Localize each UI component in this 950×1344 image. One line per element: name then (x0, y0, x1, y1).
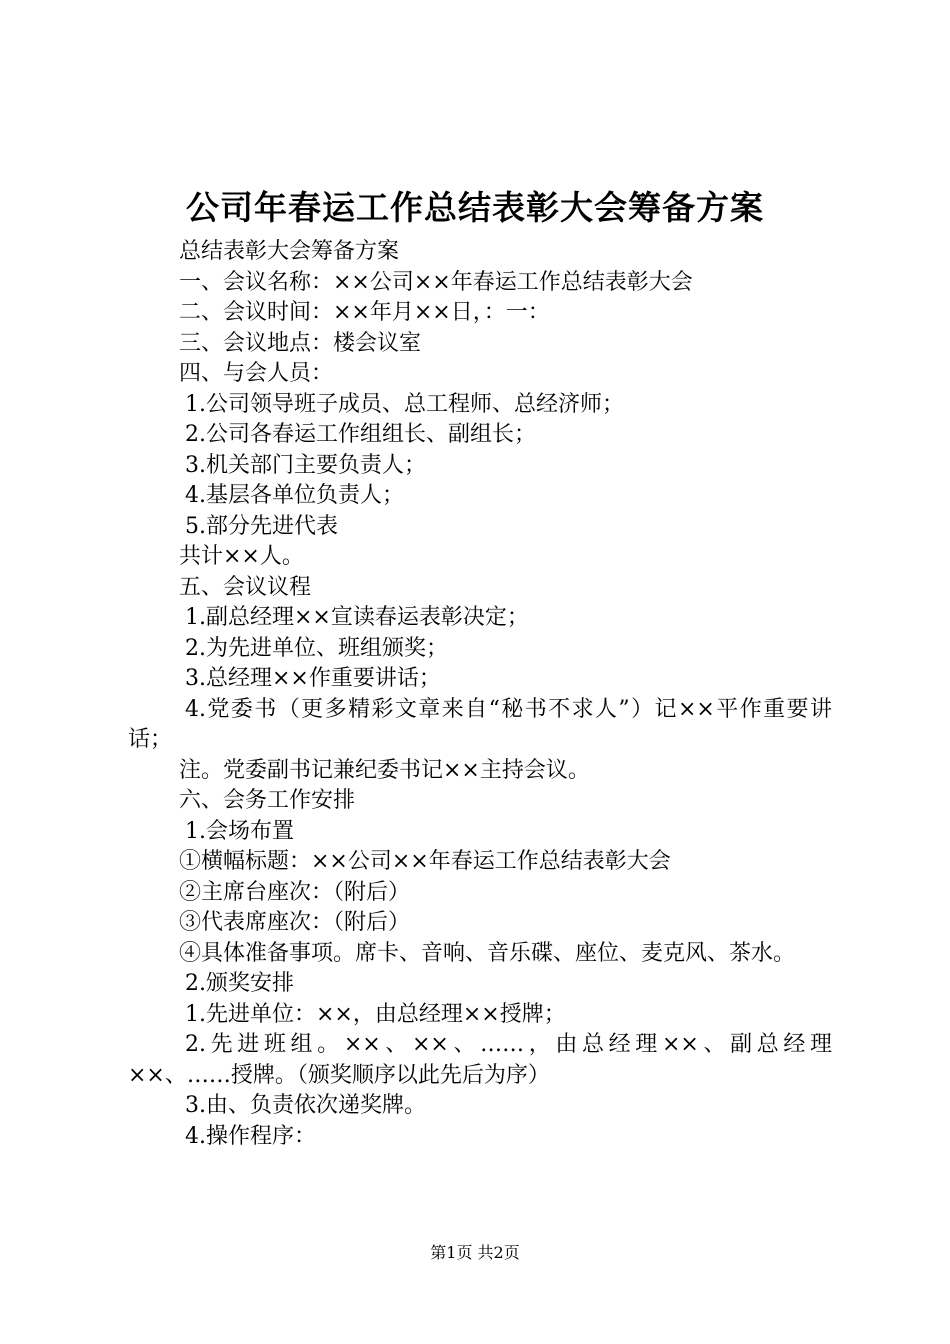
attendee-item: 4.基层各单位负责人； (185, 483, 404, 508)
agenda-item: 3.总经理××作重要讲话； (185, 666, 441, 691)
attendee-item: 2.公司各春运工作组组长、副组长； (185, 422, 536, 447)
section-arrangements: 六、会务工作安排 (179, 788, 356, 813)
document-title: 公司年春运工作总结表彰大会筹备方案 (186, 188, 764, 227)
venue-item: ③代表席座次：（附后） (179, 910, 411, 935)
section-meeting-time: 二、会议时间：××年月××日，：一： (179, 300, 550, 325)
venue-item: ④具体准备事项。席卡、音响、音乐碟、座位、麦克风、茶水。 (179, 940, 796, 966)
attendee-item: 5.部分先进代表 (185, 513, 338, 539)
section-meeting-name: 一、会议名称：××公司××年春运工作总结表彰大会 (179, 269, 693, 295)
venue-item: ②主席台座次：（附后） (179, 879, 411, 905)
agenda-item: 4.党委书（更多精彩文章来自“秘书不求人”）记××平作重要讲话； (128, 696, 832, 752)
venue-item: ①横幅标题：××公司××年春运工作总结表彰大会 (179, 849, 671, 874)
subtitle-line: 总结表彰大会筹备方案 (179, 239, 400, 264)
award-item: 2.先进班组。××、××、……，由总经理××、副总经理××、……授牌。（颁奖顺序以此先后为序） (128, 1032, 832, 1088)
agenda-item: 1.副总经理××宣读春运表彰决定； (185, 605, 529, 630)
agenda-note: 注。党委副书记兼纪委书记××主持会议。 (179, 757, 590, 783)
award-item: 1.先进单位：××，由总经理××授牌； (185, 1001, 566, 1027)
attendee-item: 3.机关部门主要负责人； (185, 452, 426, 478)
page-footer: 第1页 共2页 (430, 1243, 520, 1262)
section-agenda: 五、会议议程 (179, 574, 312, 600)
arrangement-heading: 1.会场布置 (185, 818, 294, 844)
award-item: 4.操作程序： (185, 1123, 316, 1149)
attendee-item: 1.公司领导班子成员、总工程师、总经济师； (185, 391, 624, 417)
award-item: 3.由、负责依次递奖牌。 (185, 1093, 426, 1118)
arrangement-heading: 2.颁奖安排 (185, 971, 294, 996)
agenda-item: 2.为先进单位、班组颁奖； (185, 635, 448, 661)
section-meeting-place: 三、会议地点：楼会议室 (179, 330, 422, 356)
section-attendees: 四、与会人员： (179, 361, 334, 386)
document-body (128, 237, 832, 1152)
attendee-total: 共计××人。 (179, 544, 304, 569)
